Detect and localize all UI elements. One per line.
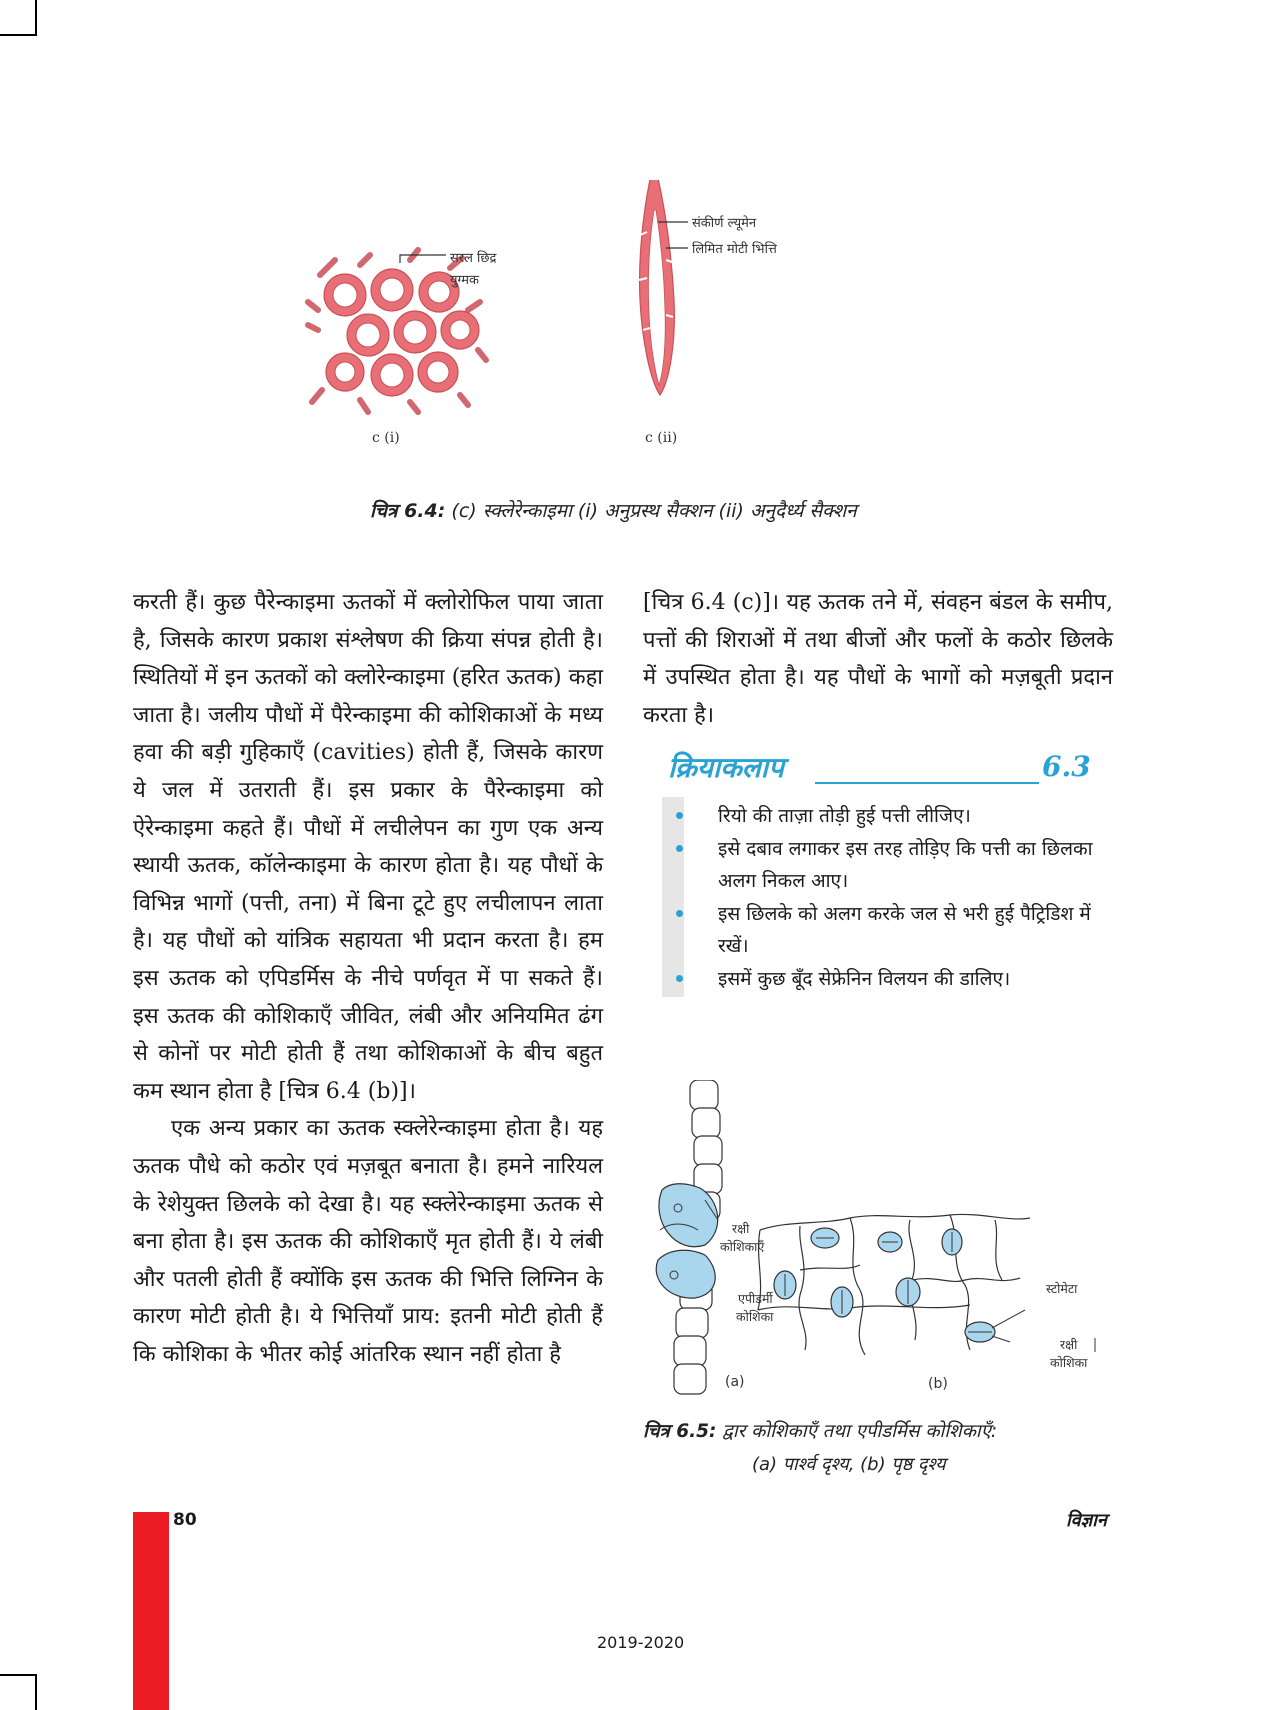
label-stomata: स्टोमेटा bbox=[1046, 1281, 1078, 1296]
figure-6-5-caption bbox=[643, 1418, 1118, 1443]
label-c-i: c (i) bbox=[372, 430, 400, 446]
bullet-icon bbox=[676, 845, 683, 852]
activity-item: इस छिलके को अलग करके जल से भरी हुई पैट्रिडिश में रखें। bbox=[718, 898, 1098, 963]
label-guard-cell: रक्षी bbox=[1060, 1337, 1078, 1352]
crop-mark-top-left bbox=[0, 34, 37, 36]
annotation-narrow-lumen: संकीर्ण ल्यूमेन bbox=[692, 216, 757, 231]
label-a: (a) bbox=[725, 1374, 745, 1390]
crop-mark-top-left-v bbox=[35, 0, 37, 36]
label-c-ii: c (ii) bbox=[645, 430, 678, 446]
stomata bbox=[774, 1228, 995, 1342]
activity-item: इसमें कुछ बूँद सेफ्रेनिन विलयन की डालिए। bbox=[718, 963, 1098, 996]
book-title: विज्ञान bbox=[1066, 1510, 1107, 1531]
footer-year: 2019-2020 bbox=[597, 1633, 685, 1652]
caption-line-1: द्वार कोशिकाएँ तथा एपीडर्मिस कोशिकाएँ: bbox=[722, 1421, 998, 1442]
activity-underline bbox=[815, 782, 1039, 784]
activity-list bbox=[718, 800, 1098, 995]
label-b: (b) bbox=[928, 1376, 948, 1392]
activity-title: क्रियाकलाप bbox=[668, 751, 784, 784]
label-guard-cell-2: कोशिका bbox=[1050, 1355, 1088, 1370]
caption-prefix: चित्र 6.5: bbox=[643, 1421, 717, 1442]
right-column bbox=[643, 584, 1113, 734]
activity-heading bbox=[668, 748, 1108, 788]
guard-cell-side-view bbox=[656, 1184, 718, 1298]
activity-item: इसे दबाव लगाकर इस तरह तोड़िए कि पत्ती का छिलका अलग निकल आए। bbox=[718, 833, 1098, 898]
sclerenchyma-transverse-section bbox=[300, 180, 900, 460]
figure-6-4 bbox=[300, 180, 900, 460]
activity-sidebar bbox=[662, 797, 684, 997]
label-guard-cells: रक्षी bbox=[732, 1221, 750, 1236]
annotation-pit-pair: युग्मक bbox=[450, 273, 479, 288]
crop-mark-bottom-left bbox=[0, 1674, 37, 1676]
crop-mark-bottom-left-v bbox=[35, 1674, 37, 1710]
page-number: 80 bbox=[173, 1510, 197, 1530]
caption-prefix: चित्र 6.4: bbox=[370, 500, 446, 522]
sclerenchyma-longitudinal-section bbox=[639, 180, 674, 395]
figure-6-5 bbox=[650, 1080, 1120, 1400]
activity-number: 6.3 bbox=[1042, 750, 1091, 783]
label-epidermal-cell-2: कोशिका bbox=[736, 1309, 774, 1324]
right-para-1: [चित्र 6.4 (c)]। यह ऊतक तने में, संवहन बंडल के समीप, पत्तों की शिराओं में तथा बीजों और फलों के कठोर छिलके में उपस्थित होता है। यह पौधों के भागों को मज़बूती प्रदान करता है। bbox=[643, 590, 1113, 728]
bullet-icon bbox=[676, 910, 683, 917]
figure-6-4-caption bbox=[370, 497, 1070, 523]
page-side-bar bbox=[133, 1512, 169, 1710]
label-epidermal-cell: एपीडर्मी bbox=[738, 1291, 773, 1306]
bullet-icon bbox=[676, 812, 683, 819]
figure-6-5-caption-line-2: (a) पार्श्व दृश्य, (b) पृष्ठ दृश्य bbox=[752, 1454, 946, 1475]
left-para-2: एक अन्य प्रकार का ऊतक स्क्लेरेन्काइमा होता है। यह ऊतक पौधे को कठोर एवं मज़बूत बनाता है। हमने नारियल के रेशेयुक्त छिलके को देखा है। यह स्क्लेरेन्काइमा ऊतक से बना होता है। इस ऊतक की कोशिकाएँ मृत होती हैं। ये लंबी और पतली होती हैं क्योंकि इस ऊतक की भित्ति लिग्निन के कारण मोटी होती है। ये भित्तियाँ प्राय: इतनी मोटी होती हैं कि कोशिका के भीतर कोई आंतरिक स्थान नहीं होता है bbox=[133, 1116, 603, 1367]
bullet-icon bbox=[676, 975, 683, 982]
caption-text: (c) स्क्लेरेन्काइमा (i) अनुप्रस्थ सैक्शन (ii) अनुदैर्ध्य सैक्शन bbox=[451, 500, 857, 522]
activity-item: रियो की ताज़ा तोड़ी हुई पत्ती लीजिए। bbox=[718, 800, 1098, 833]
annotation-simple-pit: सरल छिद्र bbox=[450, 251, 497, 266]
left-column bbox=[133, 584, 603, 1373]
label-guard-cells-2: कोशिकाएँ bbox=[720, 1239, 765, 1254]
left-para-1: करती हैं। कुछ पैरेन्काइमा ऊतकों में क्लोरोफिल पाया जाता है, जिसके कारण प्रकाश संश्लेषण की क्रिया संपन्न होती है। स्थितियों में इन ऊतकों को क्लोरेन्काइमा (हरित ऊतक) कहा जाता है। जलीय पौधों में पैरेन्काइमा की कोशिकाओं के मध्य हवा की बड़ी गुहिकाएँ (cavities) होती हैं, जिसके कारण ये जल में उतराती हैं। इस प्रकार के पैरेन्काइमा को ऐरेन्काइमा कहते हैं। पौधों में लचीलेपन का गुण एक अन्य स्थायी ऊतक, कॉलेन्काइमा के कारण होता है। यह पौधों के विभिन्न भागों (पत्ती, तना) में बिना टूटे हुए लचीलापन लाता है। यह पौधों को यांत्रिक सहायता भी प्रदान करता है। हम इस ऊतक को एपिडर्मिस के नीचे पर्णवृत में पा सकते हैं। इस ऊतक की कोशिकाएँ जीवित, लंबी और अनियमित ढंग से कोनों पर मोटी होती हैं तथा कोशिकाओं के बीच बहुत कम स्थान होता है [चित्र 6.4 (b)]। bbox=[133, 590, 603, 1104]
annotation-thick-wall: लिमित मोटी भित्ति bbox=[692, 242, 777, 257]
